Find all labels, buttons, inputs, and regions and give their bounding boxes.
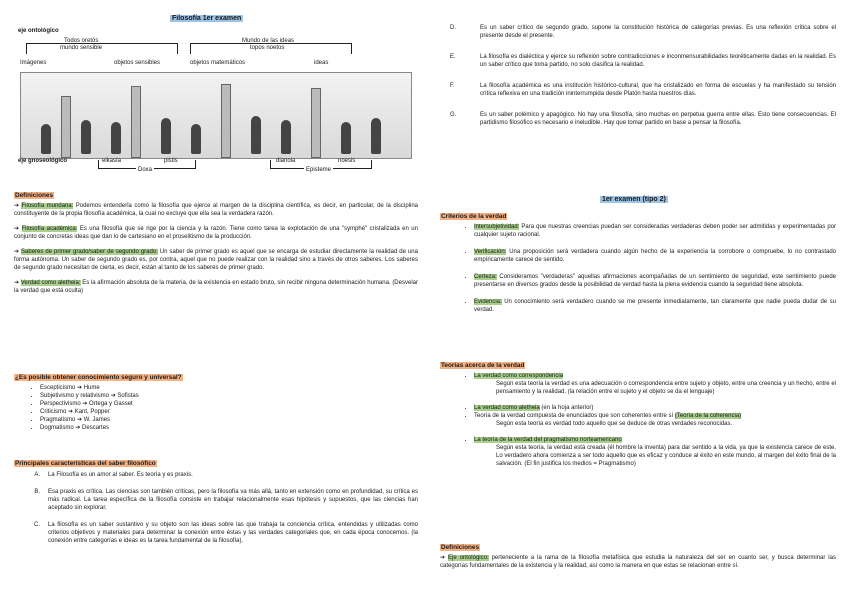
criterion-text: Consideramos "verdaderas" aquellas afirmaciones acompañadas de un sentimiento de seguridad, este sentimiento puede presentarse en diversos grados desde la posibilidad de verdad hasta la plena evidencia cuando la seguridad tiene absoluta. (474, 274, 836, 288)
definition-term: Saberes de primer grado/saber de segundo grado: (21, 249, 158, 255)
definition-term: Verdad como aletheia: (20, 280, 81, 286)
criterion-text: Un conocimiento será verdadero cuando se me presente inmediatamente, tan claramente que nadie pueda dudar de su verdad. (474, 299, 836, 313)
definition-3: ➔ Saberes de primer grado/saber de segundo grado: Un saber de primer grado es aquel que se encarga de estudiar directamente la realidad de una forma autónoma. Un saber de segundo grado es, por contra, aquel que no puede realizar con la realidad sino a través de otros saberes. Los saberes de segundo grado necesitan de cierta, es decir, están al tanto de los saberes de primer grado. (14, 249, 418, 271)
list-marker: D. (450, 25, 456, 31)
characteristic-text: Es un saber polémico y apagógico. No hay una filosofía, sino muchas en perpetua guerra entre ellas. Esto tiene consecuencias. El partidismo filosófico es necesario e ineludible. Hay que tomar partido en base a pensar la filosofía. (480, 112, 836, 126)
definitions-heading: Definiciones (15, 192, 53, 199)
definition-text: Un saber de primer grado es aquel que se encarga de estudiar directamente la realidad de una forma autónoma. Un saber de segundo grado es, por contra, aquel que no puede realizar con la realidad sino a través de otros saberes. Los saberes de segundo grado necesitan de cierta, es decir, están al tanto de los saberes de primer grado. (14, 249, 418, 271)
diagram-objetos-matematicos: objetos matemáticos (190, 60, 246, 66)
page-title: Filosofía 1er examen (172, 15, 242, 22)
diagram-episteme: Episteme (306, 167, 332, 173)
characteristic-text: La Filosofía es un amor al saber. Es teoría y es praxis. (48, 472, 193, 478)
list-marker: B. (34, 489, 40, 495)
characteristic-text: La filosofía académica es una institución histórico-cultural, que ha cristalizado en forma de escuelas y ha manifestado su tensión crítica reflexiva en una tradición ininterrumpida desde Platón hasta nuestros días. (480, 83, 836, 97)
criterion-text: Una proposición será verdadera cuando algún hecho de la experiencia la corrobore o compruebe, lo no contrastado empíricamente carece de sentido. (474, 249, 836, 263)
diagram-pistis: pistis (164, 158, 178, 164)
truth-criteria-section (440, 205, 836, 314)
diagram-ideas: ideas (314, 60, 329, 66)
characteristic-text: La filosofía es un saber sustantivo y su objeto son las ideas sobre las que trabaja la conciencia crítica, entendidas y utilizadas como criterios objetivos y materiales para determinar la conexión entre éstas y las verdades categoriales que, en cada época conocemos. (la conexión entre categorías e ideas es la tarea fundamental de la filosofía). (48, 522, 418, 544)
truth-theories-section (440, 354, 836, 468)
definition-eje-ontologico: ➔ Eje ontológico: perteneciente a la rama de la filosofía metafísica que estudia la naturaleza del ser en cuanto ser, y busca determinar las categorías fundamentales de la existencia y la realidad, así como la manera en que estas se relacionan entre sí. (440, 555, 836, 569)
truth-criteria-heading: Criterios de la verdad (441, 213, 507, 220)
characteristic-text: La filosofía es dialéctica y ejerce su reflexión sobre contradicciones e inconmensurabilidades teoréticamente dadas en la realidad. Es un saber crítico que toma partido, no solo clasifica la realidad. (480, 54, 836, 68)
knowledge-question-section (14, 366, 418, 432)
list-item: • Dogmatismo ➔ Descartes (40, 424, 418, 432)
definition-term: Eje ontológico: (447, 555, 489, 561)
diagram-eje-ontologico: eje ontológico (18, 28, 59, 34)
diagram-eje-gnoseologico: eje gnoseológico (18, 158, 68, 164)
list-item (474, 273, 836, 289)
diagram-objetos-sensibles: objetos sensibles (114, 60, 161, 66)
definition-1: ➔ Filosofía mundana: Podemos entenderla como la filosofía que ejerce al margen de la disciplina científica, es decir, en particular, de la disciplina constituyente de la propia filosofía académica, la cual no excluye que ella sea la verdadera razón. (14, 203, 419, 217)
list-item (474, 298, 836, 314)
theory-note: (en la hoja anterior) (539, 405, 594, 411)
definition-term: Filosofía académica: (21, 226, 78, 232)
definition-2: ➔ Filosofía académica: Es una filosofía que se rige por la ciencia y la razón. Tiene como tarea la explotación de una "symphé" cristalizada en un conjunto de concretas ideas que dan lo de cartesiano en el proselitismo de la producción. (14, 226, 418, 240)
characteristics-section (14, 452, 418, 545)
definition-text: perteneciente a la rama de la filosofía metafísica que estudia la naturaleza del ser en cuanto ser, y busca determinar las categorías fundamentales de la existencia y la realidad, así como la manera en que estas se relacionan entre sí. (440, 555, 836, 569)
diagram-mundo-ideas: Mundo de las ideas (242, 38, 295, 44)
list-item: • Subjetivismo y relativismo ➔ Sofistas (40, 392, 418, 400)
theory-description: Según esta teoría, la verdad está creada (él hombre la inventa) para dar sentido a la vida, ya que la existencia carece de este. Lo verdadero ahora comienza a ser todo aquello que es eficaz y conduce al éxito en este mundo, al margen del éxito final de la salvación. (El fin justifica los medios = Pragmatismo) (496, 445, 836, 467)
characteristic-a (14, 471, 418, 479)
criterion-term: Intersubjetividad: (474, 224, 520, 230)
theory-term: Teoría de la verdad compuesta de enunciados que son coherentes entre sí (474, 413, 674, 419)
list-marker: F. (450, 83, 455, 89)
list-item (474, 412, 836, 420)
theory-tag: (Teoría de la coherencia) (674, 413, 742, 419)
criterion-term: Verificación: (474, 249, 507, 255)
characteristic-f (440, 82, 836, 98)
diagram-dianoia: dianoia (276, 158, 296, 164)
characteristic-g (440, 111, 836, 127)
list-marker: C. (34, 522, 40, 528)
definition-text: Es la afirmación absoluta de la materia, de la existencia en estado bruto, sin recibir ninguna determinación humana. (Desvelar la verdad que está oculta) (14, 280, 418, 294)
characteristic-text: Esa praxis es crítica. Las ciencias son también críticas, pero la filosofía va más allá, tanto en extensión como en profundidad, su crítica es más radical. La tarea específica de la filosofía consiste en trabajar relacionalmente esas hipótesis y supuestos, que las ciencias han aceptado sin explorar. (48, 489, 418, 511)
definitions-heading: Definiciones (441, 544, 479, 551)
knowledge-question-heading: ¿Es posible obtener conocimiento seguro y universal? (15, 374, 182, 381)
list-item (474, 248, 836, 264)
diagram-noesis: noesis (338, 158, 356, 164)
list-item (474, 436, 836, 444)
theory-term: La verdad como correspondencia (474, 373, 564, 379)
characteristic-c (14, 521, 418, 545)
definitions-section-right (440, 536, 836, 570)
characteristic-e (440, 53, 836, 69)
theory-description: Según esta teoría es verdad todo aquello que se deduce de otras verdades reconocidas. (496, 421, 733, 427)
characteristic-b (14, 488, 418, 512)
definition-4: ➔ Verdad como aletheia: Es la afirmación absoluta de la materia, de la existencia en estado bruto, sin recibir ninguna determinación humana. (Desvelar la verdad que está oculta) (14, 280, 418, 294)
characteristics-continued (440, 24, 836, 127)
characteristics-heading: Principales características del saber filosófico (15, 460, 156, 467)
bracket-sensible (26, 43, 178, 54)
cave-allegory-illustration (20, 72, 412, 159)
list-marker: A. (34, 472, 40, 478)
definition-text: Es una filosofía que se rige por la ciencia y la razón. Tiene como tarea la explotación de una "symphé" cristalizada en un conjunto de concretas ideas que dan lo de cartesiano en el proselitismo de la producción. (14, 226, 418, 240)
theory-term: La teoría de la verdad del pragmatismo norteamericano (474, 437, 622, 443)
criterion-term: Certeza: (474, 274, 497, 280)
list-item: • Criticismo ➔ Kant, Popper (40, 408, 418, 416)
list-marker: E. (450, 54, 456, 60)
list-item (474, 404, 836, 412)
criterion-text: Para que nuestras creencias puedan ser consideradas verdaderas deben poder ser admitidas y experimentadas por cualquier sujeto racional. (474, 224, 836, 238)
list-item (474, 372, 836, 380)
criterion-term: Evidencia: (474, 299, 502, 305)
definition-text: Podemos entenderla como la filosofía que ejerce al margen de la disciplina científica, es decir, en particular, de la disciplina constituyente de la propia filosofía académica, la cual no excluye que ella sea la verdadera razón. (14, 203, 419, 217)
characteristic-d (440, 24, 836, 40)
diagram-doxa: Doxa (138, 167, 153, 173)
list-item: • Perspectivismo ➔ Ortega y Gasset (40, 400, 418, 408)
diagram-todos-oretos: Todos oretós (64, 38, 99, 44)
definitions-section (14, 184, 418, 295)
truth-theories-heading: Teorías acerca de la verdad (441, 362, 525, 369)
diagram-topos-noetos: topos noetos (250, 45, 285, 51)
theory-description: Según esta teoría la verdad es una adecuación o correspondencia entre sujeto y objeto, entre una creencia y un hecho, entre el pensamiento y la realidad. (la relación entre el sujeto y el objeto se da el lenguaje) (496, 381, 836, 395)
diagram-eikasia: eikasía (102, 158, 122, 164)
diagram-mundo-sensible: mundo sensible (60, 45, 103, 51)
list-item (474, 223, 836, 239)
theory-term: La verdad como aletheia (474, 405, 540, 411)
bracket-ideas (190, 43, 352, 54)
exam2-title: 1er examen (tipo 2) (602, 196, 666, 203)
list-marker: G. (450, 112, 457, 118)
definition-term: Filosofía mundana: (21, 203, 74, 209)
list-item: • Escepticismo ➔ Hume (40, 384, 418, 392)
diagram-imagenes: Imágenes (20, 60, 47, 66)
list-item: • Pragmatismo ➔ W. James (40, 416, 418, 424)
characteristic-text: Es un saber crítico de segundo grado, supone la constitución histórica de categorías previas. Es una reflexión crítica sobre el presente desde el presente. (480, 25, 836, 39)
